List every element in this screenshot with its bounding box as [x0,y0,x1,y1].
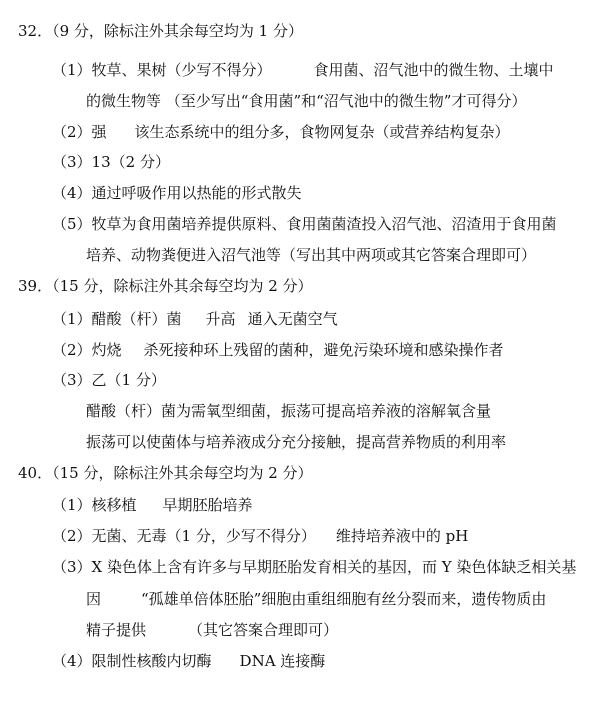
q40-answer-3-continued-1 [86,589,546,609]
q32-answer-3: （3）13（2 分） [52,153,170,171]
q32-answer-1-part-a: （1）牧草、果树（少写不得分） [52,61,272,79]
q40-answer-1-part-b: 早期胚胎培养 [162,496,253,514]
q40-answer-3: （3）X 染色体上含有许多与早期胚胎发育相关的基因，而 Y 染色体缺乏相关基 [52,558,577,576]
q32-answer-4: （4）通过呼吸作用以热能的形式散失 [52,184,302,202]
q40-answer-3-continued-2 [86,620,338,640]
q32-answer-2-part-b: 该生态系统中的组分多，食物网复杂（或营养结构复杂） [134,123,510,141]
q39-answer-2-part-a: （2）灼烧 [52,341,122,359]
q40-answer-2-part-b: 维持培养液中的 pH [335,527,469,545]
q39-answer-3-line-2: 振荡可以使菌体与培养液成分充分接触，提高营养物质的利用率 [86,433,507,451]
q39-answer-1-part-c: 通入无菌空气 [247,310,338,328]
q40-header: 40．（15 分，除标注外其余每空均为 2 分） [18,464,313,482]
q39-answer-1-part-b: 升高 [205,310,236,328]
q40-answer-4 [52,651,325,671]
q39-answer-3-line-1: 醋酸（杆）菌为需氧型细菌，振荡可提高培养液的溶解氧含量 [86,402,492,420]
q32-answer-5-continued: 培养、动物粪便进入沼气池等（写出其中两项或其它答案合理即可） [86,246,537,264]
q39-header: 39．（15 分，除标注外其余每空均为 2 分） [18,277,313,295]
q32-answer-1-part-b: 食用菌、沼气池中的微生物、土壤中 [313,61,554,79]
q40-answer-1 [52,495,253,515]
q39-answer-2 [52,340,504,360]
q32-answer-5: （5）牧草为食用菌培养提供原料、食用菌菌渣投入沼气池、沼渣用于食用菌 [52,215,557,233]
q32-answer-2-part-a: （2）强 [52,123,107,141]
q40-answer-1-part-a: （1）核移植 [52,496,137,514]
q32-answer-1 [52,60,554,80]
q32-header: 32．（9 分，除标注外其余每空均为 1 分） [18,22,303,40]
q39-answer-1 [52,309,338,329]
q40-answer-3-continued-2-part-b: （其它答案合理即可） [188,621,339,639]
q40-answer-2-part-a: （2）无菌、无毒（1 分，少写不得分） [52,527,316,545]
q32-answer-2 [52,122,510,142]
q32-answer-1-continued: 的微生物等 （至少写出“食用菌”和“沼气池中的微生物”才可得分） [86,92,527,110]
q40-answer-3-continued-1-part-a: 因 [86,590,102,608]
q40-answer-4-part-a: （4）限制性核酸内切酶 [52,652,212,670]
q39-answer-3: （3）乙（1 分） [52,371,166,389]
q39-answer-1-part-a: （1）醋酸（杆）菌 [52,310,182,328]
q40-answer-3-continued-2-part-a: 精子提供 [86,621,147,639]
q39-answer-2-part-b: 杀死接种环上残留的菌种，避免污染环境和感染操作者 [143,341,504,359]
q40-answer-2 [52,526,468,546]
q40-answer-3-continued-1-part-b: “孤雄单倍体胚胎”细胞由重组细胞有丝分裂而来，遗传物质由 [141,590,547,608]
q40-answer-4-part-b: DNA 连接酶 [239,652,326,670]
